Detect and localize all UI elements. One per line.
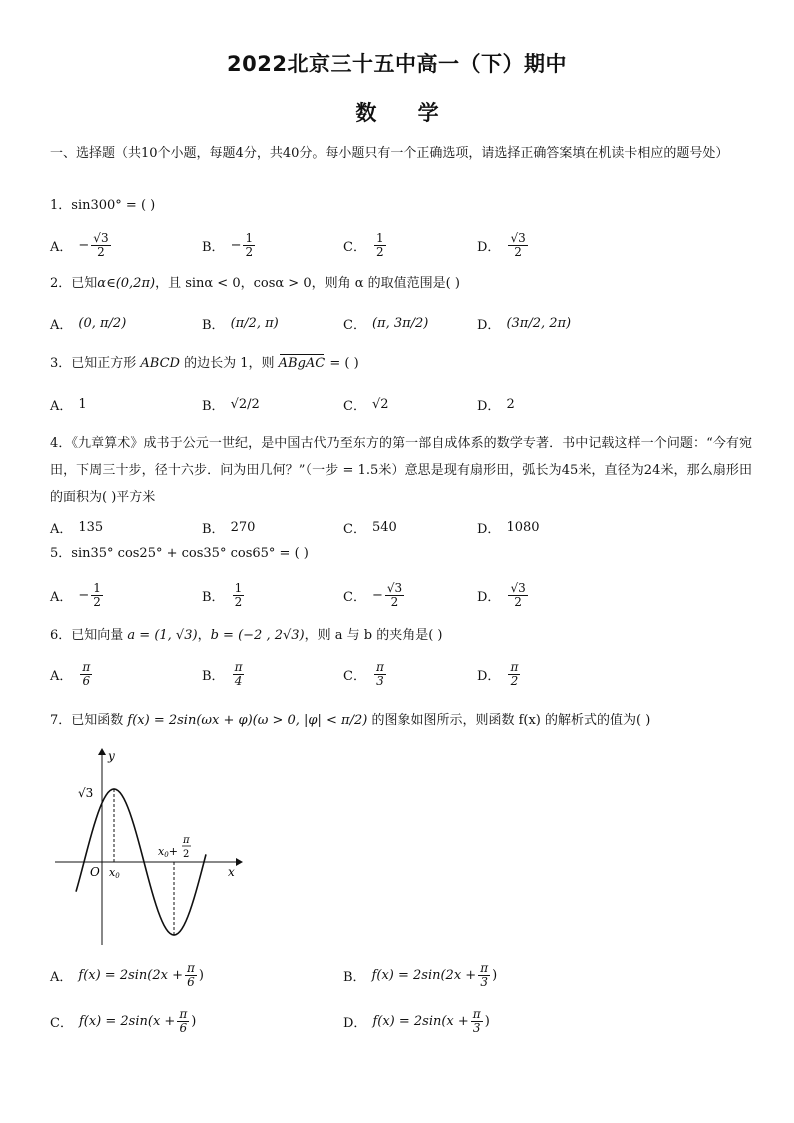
option-a[interactable]: A． 135	[50, 519, 104, 537]
pi-over-2-num: π	[183, 835, 190, 846]
option-b[interactable]: B． − $\frac{1}{2}$	[202, 230, 254, 259]
option-a[interactable]: A． − $\frac{√3}{2}$	[50, 230, 109, 259]
x-axis-arrow	[236, 858, 243, 866]
function-definition: f(x) = 2sin(ωx + φ)(ω > 0, |φ| < π/2)	[127, 713, 368, 728]
option-b[interactable]: B． $\frac{\pi}{4}$	[202, 659, 243, 688]
option-b[interactable]: B． f(x) = 2sin(2x + $\frac{\pi}{3}$ )	[343, 960, 498, 989]
option-d[interactable]: D． 1080	[477, 519, 540, 537]
option-b[interactable]: B． $\frac{1}{2}$	[202, 580, 243, 609]
option-d[interactable]: D． $\frac{√3}{2}$	[477, 230, 526, 259]
option-a[interactable]: A． f(x) = 2sin(2x + $\frac{\pi}{6}$ )	[50, 960, 204, 989]
option-c[interactable]: C． $\frac{\pi}{3}$	[343, 659, 384, 688]
fraction: $\frac{1}{2}$	[93, 580, 101, 609]
exam-title: 2022北京三十五中高一（下）期中	[227, 52, 567, 76]
option-c[interactable]: C． $\frac{1}{2}$	[343, 230, 384, 259]
sine-graph	[50, 745, 250, 950]
option-c[interactable]: C． − $\frac{√3}{2}$	[343, 580, 403, 609]
x0-pi2-label: x0+	[158, 845, 178, 859]
option-d[interactable]: D． 2	[477, 396, 515, 414]
origin-label: O	[90, 865, 100, 879]
question-3: 3．已知正方形 ABCD 的边长为 1，则 ABgAC = ( )	[50, 356, 359, 371]
question-4-text: 《九章算术》成书于公元一世纪，是中国古代乃至东方的第一部自成体系的数学专著．书中记载这样一个问题：“今有宛田，下周三十步，径十六步．问为田几何？”（一步 = 1.5米）意思是现有扇形田，弧长为45米，直径为24米，那么扇形田的面积为( )平方米	[50, 436, 752, 505]
option-c[interactable]: C． f(x) = 2sin(x + $\frac{\pi}{6}$ )	[50, 1006, 197, 1035]
fraction: $\frac{\pi}{2}$	[510, 659, 519, 688]
fraction: $\frac{\pi}{6}$	[187, 960, 195, 989]
option-a[interactable]: A． − $\frac{1}{2}$	[50, 580, 101, 609]
option-b[interactable]: B． √2/2	[202, 396, 260, 414]
x-axis-label: x	[228, 865, 235, 879]
vector-product: ABgAC	[278, 356, 326, 371]
pi-over-2-den: 2	[183, 849, 190, 860]
question-5-text: sin35° cos25° + cos35° cos65° = ( )	[71, 546, 309, 561]
y-axis-label: y	[108, 749, 115, 763]
option-b[interactable]: B． (π/2, π)	[202, 315, 279, 333]
fraction: $\frac{√3}{2}$	[93, 230, 109, 259]
fraction: $\frac{\pi}{6}$	[82, 659, 91, 688]
vector-a: a = (1, √3)	[127, 628, 198, 643]
fraction: $\frac{\pi}{3}$	[472, 1006, 481, 1035]
fraction: $\frac{\pi}{4}$	[234, 659, 243, 688]
x0-label: x0	[109, 866, 120, 880]
y-axis-arrow	[98, 748, 106, 755]
question-2: 2．已知α∈(0,2π)，且 sinα < 0，cosα > 0，则角 α 的取值范围是( )	[50, 276, 460, 291]
section-instruction: 一、选择题（共10个小题，每题4分，共40分。每小题只有一个正确选项，请选择正确答案填在机读卡相应的题号处）	[50, 146, 729, 161]
fraction: $\frac{√3}{2}$	[386, 580, 403, 609]
question-7: 7．已知函数 f(x) = 2sin(ωx + φ)(ω > 0, |φ| < π/2) 的图象如图所示，则函数 f(x) 的解析式的值为( )	[50, 713, 651, 728]
option-c[interactable]: C． (π, 3π/2)	[343, 315, 429, 333]
option-b[interactable]: B． 270	[202, 519, 256, 537]
question-4: 4．《九章算术》成书于公元一世纪，是中国古代乃至东方的第一部自成体系的数学专著．书中记载这样一个问题：“今有宛田，下周三十步，径十六步．问为田几何？”（一步 = 1.5米）意思是现有扇形田，弧长为45米，直径为24米，那么扇形田的面积为( )平方米	[50, 436, 752, 505]
fraction: $\frac{\pi}{3}$	[375, 659, 384, 688]
fraction: $\frac{1}{2}$	[234, 580, 243, 609]
question-6: 6．已知向量 a = (1, √3)，b = (−2 , 2√3)，则 a 与 b 的夹角是( )	[50, 628, 443, 643]
subject-title: 数 学	[355, 101, 439, 125]
fraction: $\frac{\pi}{3}$	[480, 960, 489, 989]
option-c[interactable]: C． 540	[343, 519, 397, 537]
fraction: $\frac{1}{2}$	[245, 230, 254, 259]
option-d[interactable]: D． (3π/2, 2π)	[477, 315, 572, 333]
option-a[interactable]: A． (0, π/2)	[50, 315, 127, 333]
option-d[interactable]: D． $\frac{√3}{2}$	[477, 580, 526, 609]
fraction: $\frac{√3}{2}$	[510, 230, 526, 259]
option-c[interactable]: C． √2	[343, 396, 389, 414]
fraction: $\frac{√3}{2}$	[510, 580, 526, 609]
fraction: $\frac{1}{2}$	[375, 230, 384, 259]
question-5: 5．sin35° cos25° + cos35° cos65° = ( )	[50, 546, 309, 561]
vector-b: b = (−2 , 2√3)	[210, 628, 305, 643]
question-1-text: sin300° = ( )	[71, 198, 156, 213]
question-1: 1．sin300° = ( )	[50, 198, 156, 213]
fraction: $\frac{\pi}{6}$	[179, 1006, 188, 1035]
option-a[interactable]: A． 1	[50, 396, 87, 414]
option-d[interactable]: D． f(x) = 2sin(x + $\frac{\pi}{3}$ )	[343, 1006, 490, 1035]
max-value-label: √3	[78, 786, 94, 800]
option-d[interactable]: D． $\frac{\pi}{2}$	[477, 659, 519, 688]
option-a[interactable]: A． $\frac{\pi}{6}$	[50, 659, 91, 688]
